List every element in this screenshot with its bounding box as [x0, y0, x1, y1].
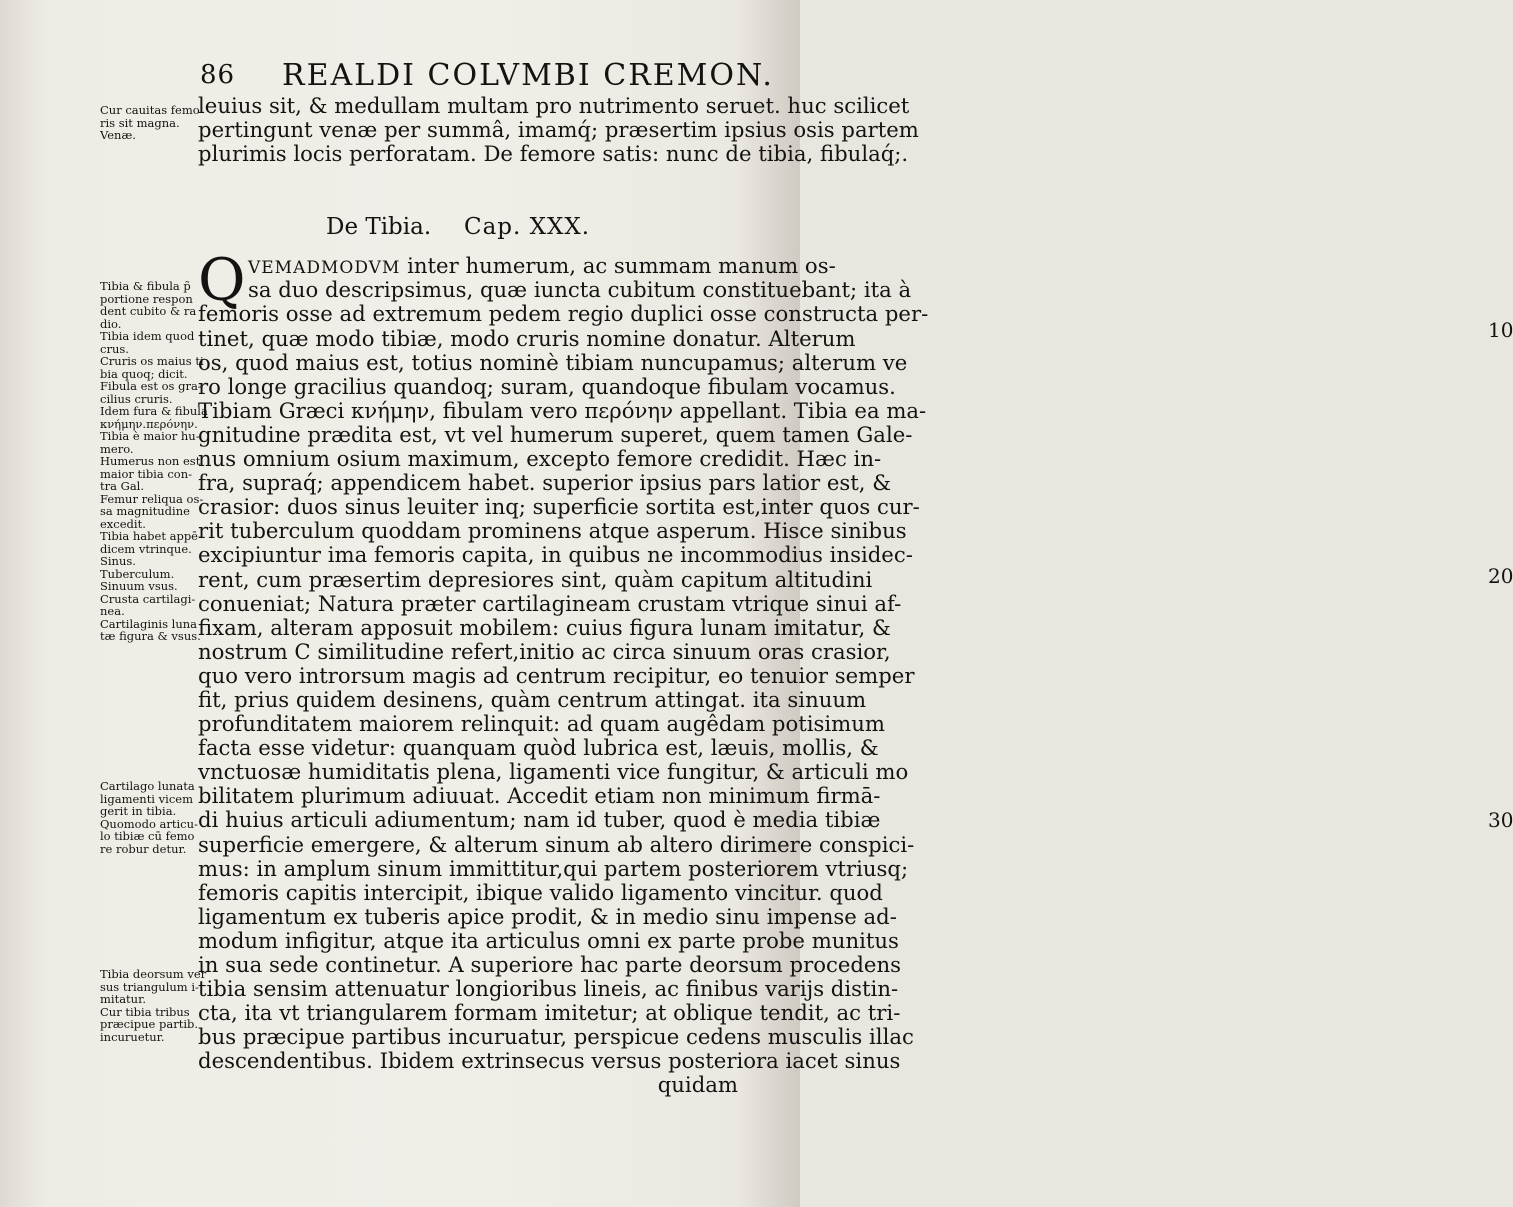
text-line: fra, supraq́; appendicem habet. superior ipsius pars latior est, &	[198, 470, 892, 496]
catchword: quidam	[657, 1072, 738, 1098]
text-line: nostrum C similitudine refert,initio ac circa sinuum oras crasior,	[198, 638, 891, 664]
main-text	[198, 93, 929, 1098]
margin-note: Tibia & fibula p̃ portione respon dent cubito & ra dio. Tibia idem quod crus. Cruris os maius ti bia quoq; dicit. Fibula est os gra- cilius cruris. Idem fura & fibula κνήμην.περόνην. Tibia è maior hu- mero. Humerus non est maior tibia con- tra Gal. Femur reliqua os- sa magnitudine excedit. Tibia habet appē- dicem vtrinque. Sinus. Tuberculum. Sinuum vsus. Crusta cartilagi- nea. Cartilaginis luna tæ figura & vsus.	[100, 279, 208, 643]
page-number: 86	[200, 60, 236, 90]
text-line: femoris osse ad extremum pedem regio duplici osse constructa per-	[198, 301, 929, 327]
text-line: nus omnium osium maximum, excepto femore credidit. Hæc in-	[198, 446, 882, 472]
chapter-number: Cap. XXX.	[464, 214, 591, 241]
text-line: leuius sit, & medullam multam pro nutrimento seruet. huc scilicet	[198, 93, 910, 118]
line-number: 30	[1488, 808, 1513, 832]
text-line: tinet, quæ modo tibiæ, modo cruris nomine donatur. Alterum	[198, 325, 856, 351]
text-line: plurimis locis perforatam. De femore satis: nunc de tibia, fibulaq́;.	[198, 141, 909, 167]
first-word: VEMADMODVM	[248, 258, 401, 279]
text-line: di huius articuli adiumentum; nam id tuber, quod è media tibiæ	[198, 807, 881, 833]
margin-note: Cur cauitas femo ris sit magna. Venæ.	[100, 103, 200, 142]
text-line: bilitatem plurimum adiuuat. Accedit etiam non minimum firmā-	[198, 783, 881, 809]
text-line: modum infigitur, atque ita articulus omni ex parte probe munitus	[198, 927, 899, 953]
chapter-title: De Tibia.	[326, 214, 432, 241]
text-line: fixam, alteram apposuit mobilem: cuius figura lunam imitatur, &	[198, 614, 891, 640]
text-line: rit tuberculum quoddam prominens atque asperum. Hisce sinibus	[198, 518, 907, 544]
text-line: rent, cum præsertim depresiores sint, quàm capitum altitudini	[198, 566, 873, 592]
first-line-rest: inter humerum, ac summam manum os-	[407, 253, 836, 279]
drop-cap: Q	[198, 246, 246, 315]
text-line: pertingunt venæ per summâ, imamq́; præsertim ipsius osis partem	[198, 117, 919, 143]
line-numbers	[740, 0, 1513, 1207]
body-lines	[198, 301, 929, 1074]
chapter-heading	[198, 200, 738, 254]
text-line: superficie emergere, & alterum sinum ab altero dirimere conspici-	[198, 831, 915, 857]
text-line: femoris capitis intercipit, ibique valido ligamento vincitur. quod	[198, 879, 883, 905]
line-number: 20	[1488, 564, 1513, 588]
text-line: excipiuntur ima femoris capita, in quibus ne incommodius insideⅽ-	[198, 542, 913, 568]
text-line: mus: in amplum sinum immittitur,qui partem posteriorem vtriusq;	[198, 855, 909, 881]
text-line: descendentibus. Ibidem extrinsecus versus posteriora iacet sinus	[198, 1048, 901, 1074]
text-line: bus præcipue partibus incuruatur, perspicue cedens musculis illac	[198, 1024, 914, 1050]
text-line: sa duo descripsimus, quæ iuncta cubitum constituebant; ita à	[248, 277, 912, 303]
text-line: conueniat; Natura præter cartilagineam crustam vtrique sinui af-	[198, 590, 902, 616]
text-line	[198, 253, 836, 279]
text-line: quo vero introrsum magis ad centrum recipitur, eo tenuior semper	[198, 662, 915, 688]
text-line: tibia sensim attenuatur longioribus lineis, ac finibus varijs distin-	[198, 976, 899, 1002]
margin-note: Tibia deorsum ver sus triangulum i- mitatur. Cur tibia tribus præcipue partib. incuruetur.	[100, 967, 207, 1044]
line-number: 10	[1488, 318, 1513, 342]
text-line: Tibiam Græci κνήμην, fibulam vero περόνην appellant. Tibia ea ma-	[198, 397, 927, 423]
text-line: profunditatem maiorem relinquit: ad quam augêdam potisimum	[198, 711, 886, 737]
text-line: gnitudine prædita est, vt vel humerum superet, quem tamen Gale-	[198, 421, 913, 447]
text-line: fit, prius quidem desinens, quàm centrum attingat. ita sinuum	[198, 686, 867, 712]
text-line: crasior: duos sinus leuiter inq; superficie sortita est,inter quos cur-	[198, 494, 920, 520]
margin-notes	[0, 0, 208, 1207]
text-line: os, quod maius est, totius nominè tibiam nuncupamus; alterum ve	[198, 349, 908, 375]
margin-note: Cartilago lunata ligamenti vicem gerit in tibia. Quomodo articu- lo tibiæ cū femo re robur detur.	[100, 779, 198, 856]
text-line: vnctuosæ humiditatis plena, ligamenti vice fungitur, & articuli mo	[198, 759, 909, 785]
text-line: in sua sede continetur. A superiore hac parte deorsum procedens	[198, 952, 901, 977]
text-line: facta esse videtur: quanquam quòd lubrica est, læuis, mollis, &	[198, 735, 879, 761]
text-line: ro longe gracilius quandoq; suram, quandoque fibulam vocamus.	[198, 373, 896, 399]
text-line: ligamentum ex tuberis apice prodit, & in medio sinu impense ad-	[198, 903, 897, 929]
running-title: REALDI COLVMBI CREMON.	[282, 58, 774, 93]
text-line: cta, ita vt triangularem formam imitetur; at oblique tendit, ac tri-	[198, 1000, 901, 1026]
